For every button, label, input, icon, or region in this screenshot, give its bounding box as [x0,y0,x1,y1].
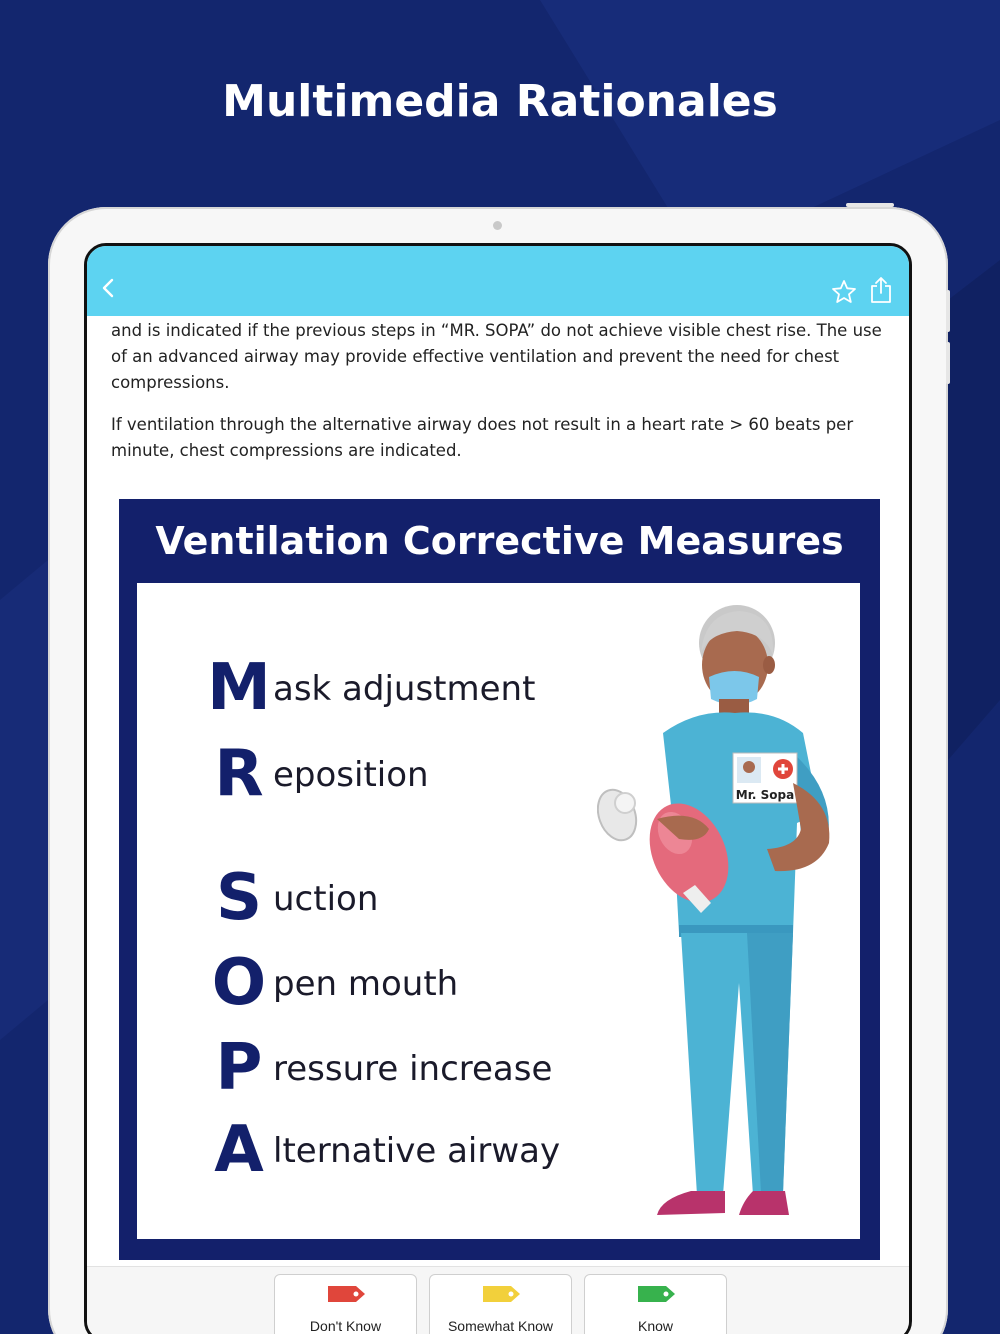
mnemonic-letter: P [215,1031,263,1105]
somewhat-know-button[interactable] [429,1274,572,1334]
somewhat-know-label: Somewhat Know [447,1318,554,1334]
rationale-paragraph: and is indicated if the previous steps in “MR. SOPA” do not achieve visible chest rise. The use of an advanced airway may provide effective ventilation and prevent the need for chest compressions. [111,321,882,392]
badge-name: Mr. Sopa [735,788,795,802]
mnemonic-word: uction [273,879,379,919]
mnemonic-word: eposition [273,755,429,795]
chevron-left-icon[interactable] [97,276,121,300]
tablet-camera [493,221,502,230]
dont-know-button[interactable] [274,1274,417,1334]
share-icon[interactable] [869,276,893,304]
mnemonic-letter: O [211,946,267,1020]
mnemonic-word: pen mouth [273,964,459,1004]
navigation-bar [87,246,909,316]
mnemonic-letter: S [215,861,263,935]
rationale-paragraph: If ventilation through the alternative airway does not result in a heart rate > 60 beats per minute, chest compressions are indicated. [111,415,854,460]
mnemonic-word: ask adjustment [273,669,536,709]
rating-toolbar [87,1266,909,1334]
tablet-top-button [846,203,894,207]
green-tag-icon [638,1285,676,1303]
app-screen [84,243,912,1334]
hero-title: Multimedia Rationales [222,76,778,127]
mr-sopa-infographic [119,499,880,1260]
mnemonic-word: ressure increase [273,1049,553,1089]
yellow-tag-icon [483,1285,521,1303]
clinician-illustration [597,603,857,1243]
tablet-volume-up-button [946,290,950,332]
tablet-volume-down-button [946,342,950,384]
red-tag-icon [328,1285,366,1303]
mnemonic-letter: A [214,1113,264,1187]
know-button[interactable] [584,1274,727,1334]
know-label: Know [637,1318,674,1334]
mnemonic-word: lternative airway [273,1131,561,1171]
mnemonic-letter: R [214,737,264,811]
star-outline-icon[interactable] [831,279,857,305]
dont-know-label: Don't Know [309,1318,382,1334]
rationale-text [111,316,891,464]
infographic-panel [137,583,860,1239]
infographic-title: Ventilation Corrective Measures [155,519,844,563]
mnemonic-letter: M [207,651,271,725]
